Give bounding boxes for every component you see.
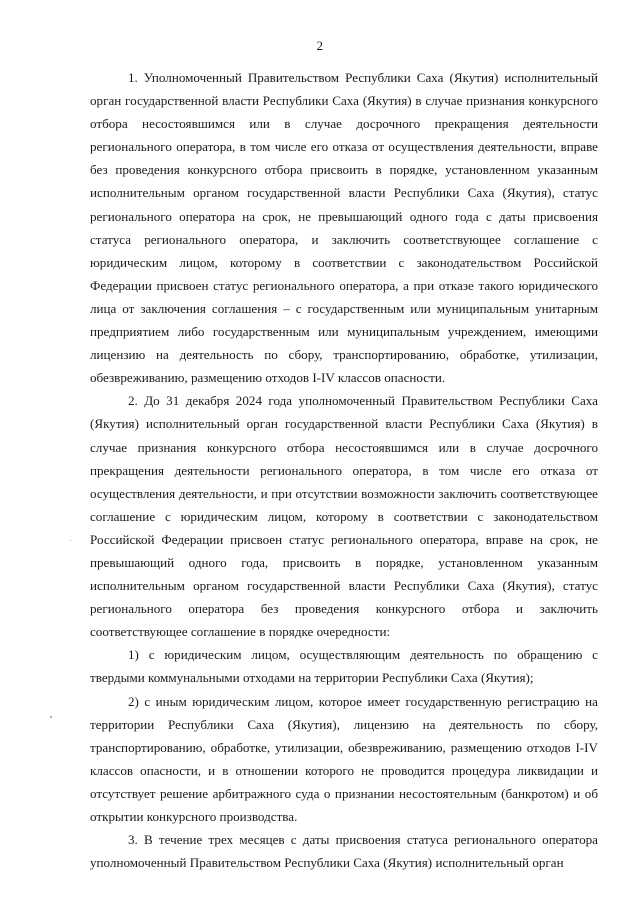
paragraph-3: 3. В течение трех месяцев с даты присвоения статуса регионального оператора уполномоченный Правительством Республики Саха (Якутия) исполнительный орган [90,832,598,871]
paragraph-1: 1. Уполномоченный Правительством Республики Саха (Якутия) исполнительный орган государственной власти Республики Саха (Якутия) в случае признания конкурсного отбора несостоявшимся или в случае досрочного прекращения деятельности регионального оператора, в том числе его отказа от осуществления деятельности, вправе без проведения конкурсного отбора присвоить в порядке, установленном указанным исполнительным органом государственной власти Республики Саха (Якутия), статус регионального оператора на срок, не превышающий одного года с даты присвоения статуса регионального оператора, и заключить соответствующее соглашение с юридическим лицом, которому в соответствии с законодательством Российской Федерации присвоен статус регионального оператора, а при отказе такого юридического лица от заключения соглашения – с государственным или муниципальным унитарным предприятием либо государственным или муниципальным учреждением, имеющими лицензию на деятельность по сбору, транспортированию, обработке, утилизации, обезвреживанию, размещению отходов I-IV классов опасности. [90,70,598,386]
document-body [90,66,598,874]
paragraph-2-item-2: 2) с иным юридическим лицом, которое имеет государственную регистрацию на территории Республики Саха (Якутия), лицензию на деятельность по сбору, транспортированию, обработке, утилизации, обезвреживанию, размещению отходов I-IV классов опасности, и в отношении которого не проводится процедура ликвидации и отсутствует решение арбитражного суда о признании несостоятельным (банкротом) и об открытии конкурсного производства. [90,693,598,824]
paragraph-2-item-1: 1) с юридическим лицом, осуществляющим деятельность по обращению с твердыми коммунальными отходами на территории Республики Саха (Якутия); [90,647,598,686]
page-number: 2 [316,38,324,53]
paragraph-2: 2. До 31 декабря 2024 года уполномоченный Правительством Республики Саха (Якутия) исполнительный орган государственной власти Республики Саха (Якутия) в случае признания конкурсного отбора несостоявшимся или в случае досрочного прекращения деятельности регионального оператора, в том числе его отказа от осуществления деятельности, и при отсутствии возможности заключить соответствующее соглашение с юридическим лицом, которому в соответствии с законодательством Российской Федерации присвоен статус регионального оператора, вправе на срок, не превышающий одного года, присвоить в порядке, установленном указанным исполнительным органом государственной власти Республики Саха (Якутия), статус регионального оператора без проведения конкурсного отбора и заключить соответствующее соглашение в порядке очередности: [90,393,598,640]
scan-speck [70,540,71,541]
scan-speck [50,716,52,718]
